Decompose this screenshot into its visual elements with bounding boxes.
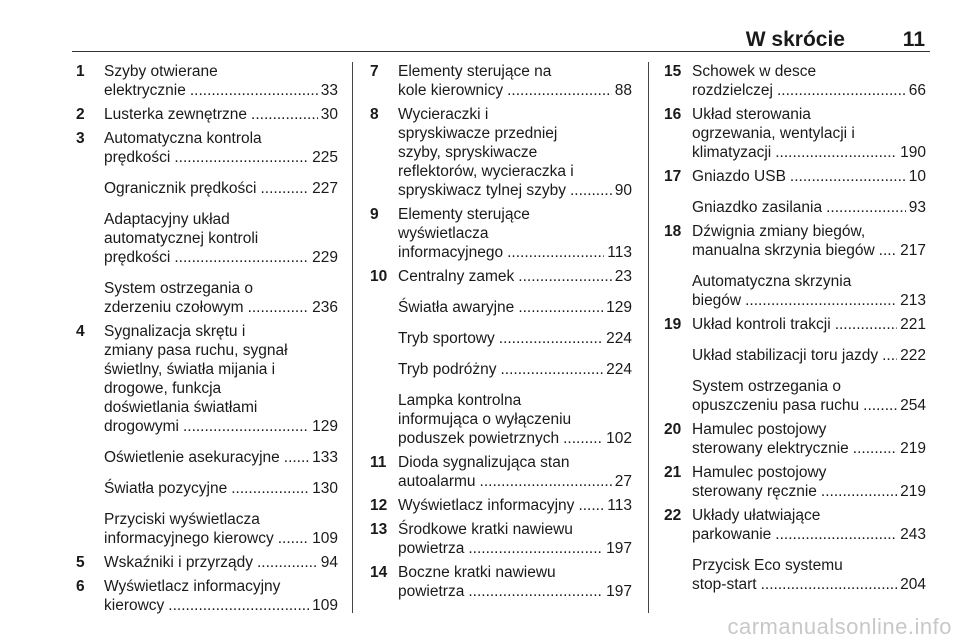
dot-leader	[507, 243, 604, 262]
label-last-line	[104, 448, 338, 467]
item-number: 11	[370, 454, 387, 471]
label-line: zderzeniu czołowym	[104, 299, 244, 316]
item-label	[398, 298, 632, 317]
item-number: 7	[370, 63, 379, 80]
page-number: 11	[902, 28, 925, 51]
item-number: 5	[76, 554, 85, 571]
label-line: Układ sterowania	[692, 106, 811, 123]
index-item	[76, 553, 338, 572]
label-line: Przycisk Eco systemu	[692, 557, 843, 574]
dot-leader	[790, 167, 906, 186]
label-line: szyby, spryskiwacze	[398, 144, 538, 161]
page-reference: 243	[900, 526, 926, 543]
item-label	[398, 267, 632, 286]
label-line: Boczne kratki nawiewu	[398, 564, 556, 581]
label-line: Automatyczna kontrola	[104, 130, 262, 147]
item-number: 17	[664, 168, 682, 185]
item-label	[398, 329, 632, 348]
label-line: Dioda sygnalizująca stan	[398, 454, 570, 471]
label-line: prędkości	[104, 149, 171, 166]
index-item	[370, 520, 632, 558]
page-reference: 219	[900, 483, 926, 500]
label-line: poduszek powietrznych	[398, 430, 560, 447]
label-line: powietrza	[398, 540, 465, 557]
label-last-line	[398, 429, 632, 448]
dot-leader	[853, 439, 897, 458]
dot-leader	[775, 143, 897, 162]
index-subitem	[76, 510, 338, 548]
dot-leader	[745, 291, 897, 310]
item-number: 1	[76, 63, 85, 80]
page-reference: 190	[900, 144, 926, 161]
item-label	[104, 577, 338, 615]
label-last-line	[398, 181, 632, 200]
dot-leader	[863, 396, 897, 415]
dot-leader	[835, 315, 897, 334]
index-subitem	[76, 179, 338, 198]
label-last-line	[398, 243, 632, 262]
item-number: 18	[664, 223, 682, 240]
index-subitem	[664, 198, 926, 217]
index-subitem	[664, 272, 926, 310]
label-line: parkowanie	[692, 526, 772, 543]
item-label	[104, 62, 338, 100]
dot-leader	[174, 148, 309, 167]
page-reference: 109	[312, 597, 338, 614]
label-line: Dźwignia zmiany biegów,	[692, 223, 866, 240]
item-label	[104, 179, 338, 198]
dot-leader	[578, 496, 604, 515]
page-reference: 10	[908, 168, 926, 185]
label-line: informująca o wyłączeniu	[398, 411, 572, 428]
page-reference: 129	[312, 418, 338, 435]
item-label	[398, 205, 632, 262]
item-label	[692, 222, 926, 260]
dot-leader	[882, 346, 897, 365]
label-line: Szyby otwierane	[104, 63, 218, 80]
header-rule	[72, 51, 930, 52]
label-last-line	[692, 198, 926, 217]
page-reference: 88	[614, 82, 632, 99]
index-item	[76, 129, 338, 167]
item-label	[692, 506, 926, 544]
item-number: 8	[370, 106, 379, 123]
index-item	[370, 205, 632, 262]
label-line: stop-start	[692, 576, 757, 593]
label-last-line	[398, 582, 632, 601]
label-last-line	[398, 472, 632, 491]
page-reference: 109	[312, 530, 338, 547]
label-last-line	[398, 496, 632, 515]
item-label	[104, 322, 338, 436]
page-reference: 30	[320, 106, 338, 123]
index-column-3	[664, 62, 926, 594]
item-number: 14	[370, 564, 388, 581]
item-label	[692, 105, 926, 162]
label-line: świetlny, światła mijania i	[104, 361, 276, 378]
label-line: Przyciski wyświetlacza	[104, 511, 260, 528]
item-number: 3	[76, 130, 85, 147]
item-number: 12	[370, 497, 388, 514]
page-reference: 197	[606, 583, 632, 600]
item-number: 9	[370, 206, 379, 223]
label-line: informacyjnego kierowcy	[104, 530, 274, 547]
item-label	[398, 496, 632, 515]
label-line: Gniazdo USB	[692, 168, 786, 185]
index-item	[370, 453, 632, 491]
index-subitem	[76, 210, 338, 267]
dot-leader	[251, 105, 318, 124]
label-line: ogrzewania, wentylacji i	[692, 125, 855, 142]
dot-leader	[501, 360, 604, 379]
label-last-line	[104, 81, 338, 100]
label-line: Lampka kontrolna	[398, 392, 522, 409]
page-reference: 94	[320, 554, 338, 571]
label-line: Światła pozycyjne	[104, 480, 228, 497]
label-line: Układ stabilizacji toru jazdy	[692, 347, 879, 364]
label-line: Adaptacyjny układ	[104, 211, 230, 228]
index-item	[76, 105, 338, 124]
label-line: automatycznej kontroli	[104, 230, 259, 247]
index-item	[664, 105, 926, 162]
dot-leader	[468, 539, 603, 558]
label-line: Sygnalizacja skrętu i	[104, 323, 246, 340]
item-number: 2	[76, 106, 85, 123]
index-item	[664, 463, 926, 501]
label-line: drogowymi	[104, 418, 179, 435]
page-reference: 129	[606, 299, 632, 316]
label-line: Centralny zamek	[398, 268, 515, 285]
label-line: Wskaźniki i przyrządy	[104, 554, 253, 571]
item-label	[692, 167, 926, 186]
page-reference: 133	[312, 449, 338, 466]
item-label	[398, 453, 632, 491]
label-line: reflektorów, wycieraczka i	[398, 163, 574, 180]
label-line: Gniazdko zasilania	[692, 199, 823, 216]
label-line: Tryb sportowy	[398, 330, 495, 347]
dot-leader	[480, 472, 612, 491]
dot-leader	[260, 179, 309, 198]
dot-leader	[468, 582, 603, 601]
watermark: carmanualsonline.info	[727, 614, 952, 639]
index-item	[664, 420, 926, 458]
item-label	[692, 463, 926, 501]
index-subitem	[664, 346, 926, 365]
item-label	[104, 210, 338, 267]
page-reference: 221	[900, 316, 926, 333]
index-subitem	[76, 448, 338, 467]
label-line: biegów	[692, 292, 742, 309]
item-number: 20	[664, 421, 682, 438]
page-reference: 213	[900, 292, 926, 309]
item-label	[104, 479, 338, 498]
item-label	[104, 448, 338, 467]
dot-leader	[570, 181, 612, 200]
label-line: Elementy sterujące na	[398, 63, 552, 80]
item-label	[104, 553, 338, 572]
index-subitem	[664, 377, 926, 415]
label-last-line	[104, 553, 338, 572]
label-line: spryskiwacze przedniej	[398, 125, 558, 142]
page-reference: 227	[312, 180, 338, 197]
dot-leader	[775, 525, 897, 544]
label-line: zmiany pasa ruchu, sygnał	[104, 342, 288, 359]
dot-leader	[826, 198, 906, 217]
label-line: elektrycznie	[104, 82, 186, 99]
item-label	[104, 510, 338, 548]
item-label	[104, 279, 338, 317]
item-label	[692, 556, 926, 594]
index-item	[370, 105, 632, 200]
page-reference: 90	[614, 182, 632, 199]
label-last-line	[104, 248, 338, 267]
page-reference: 23	[614, 268, 632, 285]
page-reference: 254	[900, 397, 926, 414]
label-line: Ogranicznik prędkości	[104, 180, 257, 197]
label-line: prędkości	[104, 249, 171, 266]
label-last-line	[692, 396, 926, 415]
label-last-line	[104, 529, 338, 548]
label-last-line	[692, 291, 926, 310]
label-line: Układy ułatwiające	[692, 507, 821, 524]
column-separator	[648, 62, 649, 613]
item-number: 19	[664, 316, 682, 333]
label-last-line	[398, 360, 632, 379]
item-label	[692, 198, 926, 217]
label-last-line	[692, 439, 926, 458]
item-label	[692, 346, 926, 365]
dot-leader	[518, 298, 603, 317]
dot-leader	[518, 267, 611, 286]
label-line: doświetlania światłami	[104, 399, 258, 416]
label-line: Hamulec postojowy	[692, 421, 827, 438]
item-label	[398, 360, 632, 379]
index-subitem	[370, 360, 632, 379]
label-line: Elementy sterujące	[398, 206, 530, 223]
index-item	[370, 496, 632, 515]
index-subitem	[370, 329, 632, 348]
dot-leader	[777, 81, 906, 100]
label-line: Światła awaryjne	[398, 299, 515, 316]
page-reference: 113	[607, 497, 632, 514]
item-label	[104, 105, 338, 124]
label-last-line	[692, 525, 926, 544]
label-last-line	[398, 329, 632, 348]
index-column-1	[76, 62, 338, 615]
dot-leader	[761, 575, 898, 594]
label-line: kole kierownicy	[398, 82, 504, 99]
dot-leader	[499, 329, 603, 348]
page-reference: 113	[607, 244, 632, 261]
label-line: drogowe, funkcja	[104, 380, 222, 397]
label-last-line	[692, 241, 926, 260]
label-last-line	[104, 417, 338, 436]
item-label	[398, 391, 632, 448]
dot-leader	[190, 81, 318, 100]
dot-leader	[507, 81, 612, 100]
page-reference: 225	[312, 149, 338, 166]
page-reference: 219	[900, 440, 926, 457]
index-subitem	[76, 279, 338, 317]
label-line: powietrza	[398, 583, 465, 600]
dot-leader	[563, 429, 603, 448]
page-reference: 224	[606, 361, 632, 378]
column-separator	[352, 62, 353, 613]
dot-leader	[183, 417, 309, 436]
item-label	[398, 105, 632, 200]
label-line: autoalarmu	[398, 473, 476, 490]
section-title: W skrócie	[745, 28, 845, 51]
item-label	[104, 129, 338, 167]
label-last-line	[692, 315, 926, 334]
label-last-line	[692, 346, 926, 365]
label-line: Układ kontroli trakcji	[692, 316, 831, 333]
label-line: rozdzielczej	[692, 82, 773, 99]
dot-leader	[257, 553, 318, 572]
page-reference: 102	[606, 430, 632, 447]
index-item	[664, 315, 926, 334]
label-last-line	[398, 267, 632, 286]
page-reference: 130	[312, 480, 338, 497]
label-last-line	[104, 298, 338, 317]
index-column-2	[370, 62, 632, 601]
label-last-line	[104, 105, 338, 124]
dot-leader	[278, 529, 309, 548]
label-last-line	[104, 148, 338, 167]
label-last-line	[104, 479, 338, 498]
index-item	[76, 577, 338, 615]
item-number: 10	[370, 268, 388, 285]
label-line: Hamulec postojowy	[692, 464, 827, 481]
label-last-line	[104, 596, 338, 615]
index-subitem	[76, 479, 338, 498]
label-line: sterowany ręcznie	[692, 483, 817, 500]
page-reference: 217	[900, 242, 926, 259]
item-number: 13	[370, 521, 388, 538]
index-item	[370, 267, 632, 286]
item-label	[692, 315, 926, 334]
item-label	[398, 563, 632, 601]
item-label	[692, 272, 926, 310]
index-item	[664, 222, 926, 260]
label-line: Lusterka zewnętrzne	[104, 106, 248, 123]
label-line: System ostrzegania o	[692, 378, 842, 395]
item-number: 21	[664, 464, 682, 481]
label-line: Wyświetlacz informacyjny	[104, 578, 281, 595]
label-line: Wycieraczki i	[398, 106, 489, 123]
dot-leader	[821, 482, 897, 501]
item-label	[692, 62, 926, 100]
index-item	[664, 167, 926, 186]
label-last-line	[398, 298, 632, 317]
label-line: Środkowe kratki nawiewu	[398, 521, 573, 538]
item-label	[398, 520, 632, 558]
index-item	[370, 563, 632, 601]
index-subitem	[664, 556, 926, 594]
page-reference: 33	[320, 82, 338, 99]
index-subitem	[370, 298, 632, 317]
index-item	[76, 62, 338, 100]
label-line: Wyświetlacz informacyjny	[398, 497, 575, 514]
page-reference: 224	[606, 330, 632, 347]
label-last-line	[692, 167, 926, 186]
dot-leader	[879, 241, 897, 260]
index-item	[664, 62, 926, 100]
index-item	[76, 322, 338, 436]
page-reference: 236	[312, 299, 338, 316]
label-line: informacyjnego	[398, 244, 504, 261]
page-reference: 197	[606, 540, 632, 557]
label-last-line	[398, 81, 632, 100]
item-label	[692, 377, 926, 415]
label-line: spryskiwacz tylnej szyby	[398, 182, 566, 199]
page-reference: 229	[312, 249, 338, 266]
label-last-line	[692, 81, 926, 100]
label-last-line	[398, 539, 632, 558]
label-line: System ostrzegania o	[104, 280, 254, 297]
dot-leader	[174, 248, 309, 267]
item-number: 22	[664, 507, 682, 524]
label-line: Automatyczna skrzynia	[692, 273, 852, 290]
page-reference: 93	[908, 199, 926, 216]
label-last-line	[692, 482, 926, 501]
dot-leader	[231, 479, 309, 498]
label-line: Oświetlenie asekuracyjne	[104, 449, 280, 466]
label-line: opuszczeniu pasa ruchu	[692, 397, 860, 414]
page-reference: 222	[900, 347, 926, 364]
item-label	[398, 62, 632, 100]
label-line: kierowcy	[104, 597, 165, 614]
page-reference: 27	[614, 473, 632, 490]
label-last-line	[692, 575, 926, 594]
item-number: 16	[664, 106, 682, 123]
item-number: 6	[76, 578, 85, 595]
page-reference: 204	[900, 576, 926, 593]
dot-leader	[248, 298, 310, 317]
label-line: wyświetlacza	[398, 225, 489, 242]
item-number: 15	[664, 63, 682, 80]
index-subitem	[370, 391, 632, 448]
label-last-line	[104, 179, 338, 198]
label-line: sterowany elektrycznie	[692, 440, 849, 457]
label-last-line	[692, 143, 926, 162]
label-line: klimatyzacji	[692, 144, 772, 161]
label-line: Schowek w desce	[692, 63, 817, 80]
index-item	[664, 506, 926, 544]
dot-leader	[168, 596, 309, 615]
dot-leader	[284, 448, 309, 467]
label-line: manualna skrzynia biegów	[692, 242, 875, 259]
item-label	[692, 420, 926, 458]
index-item	[370, 62, 632, 100]
page-reference: 66	[908, 82, 926, 99]
label-line: Tryb podróżny	[398, 361, 497, 378]
item-number: 4	[76, 323, 85, 340]
